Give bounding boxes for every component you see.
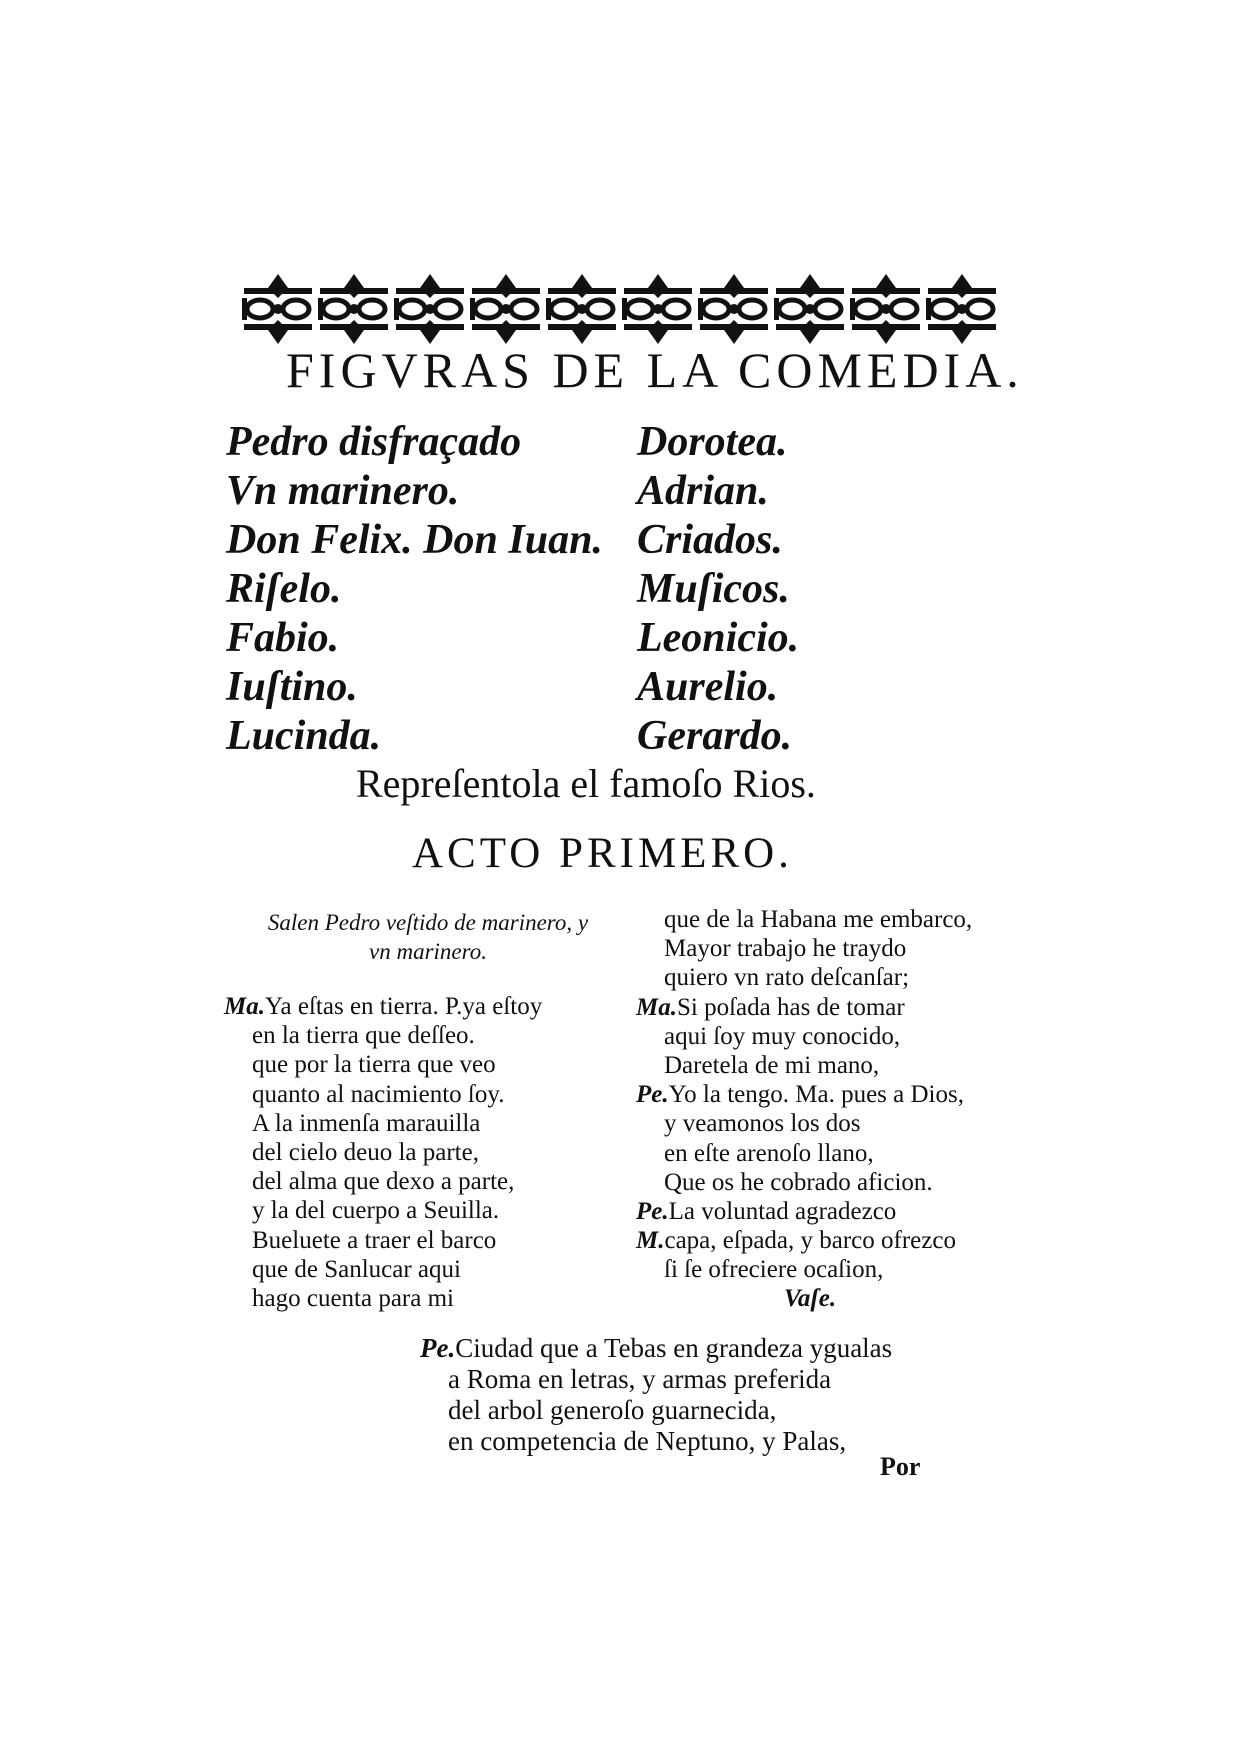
verse-text: del arbol generoſo guarnecida,: [448, 1395, 777, 1425]
verse-line: [224, 1167, 542, 1196]
verse-text: aqui ſoy muy conocido,: [664, 1022, 901, 1050]
cast-item: Leonicio.: [637, 615, 800, 661]
verse-column-right: [636, 905, 972, 1314]
cast-item: Muſicos.: [637, 566, 790, 612]
verse-text: La voluntad agradezco: [668, 1197, 897, 1225]
verse-line: [636, 934, 972, 963]
verse-line: [636, 905, 972, 934]
stage-direction: [228, 908, 628, 966]
verse-text: que de Sanlucar aqui: [252, 1255, 461, 1283]
verse-line: [224, 1021, 542, 1050]
cast-list-right: [637, 418, 799, 761]
verse-line: [224, 1109, 542, 1138]
cast-item: Fabio.: [226, 615, 340, 661]
verse-line: [224, 992, 542, 1021]
verse-line: [420, 1364, 892, 1395]
verse-text: y veamonos los dos: [664, 1110, 861, 1138]
cast-item: Iuſtino.: [226, 664, 358, 710]
verse-text: quanto al nacimiento ſoy.: [252, 1080, 505, 1108]
verse-line: [636, 1022, 972, 1051]
verse-text: en la tierra que deſſeo.: [252, 1022, 475, 1050]
cast-item: Pedro disfraçado: [226, 419, 522, 465]
catchword: Por: [880, 1452, 921, 1481]
verse-text: capa, eſpada, y barco ofrezco: [664, 1227, 956, 1255]
stage-direction-line: vn marinero.: [369, 939, 487, 964]
sonnet-verse: [420, 1333, 892, 1457]
page-title: FIGVRAS DE LA COMEDIA.: [286, 342, 1024, 398]
verse-line: [636, 963, 972, 992]
verse-text: Si poſada has de tomar: [676, 993, 905, 1021]
verse-line: [224, 1080, 542, 1109]
verse-text: Que os he cobrado aficion.: [664, 1168, 933, 1196]
cast-item: Don Felix. Don Iuan.: [226, 517, 603, 563]
verse-line: [224, 1226, 542, 1255]
verse-text: en competencia de Neptuno, y Palas,: [448, 1426, 847, 1456]
verse-text: Yo la tengo. Ma. pues a Dios,: [668, 1081, 964, 1109]
verse-line: [636, 1109, 972, 1138]
verse-line: [224, 1255, 542, 1284]
speaker-label: M.: [636, 1227, 665, 1255]
verse-line: [224, 1138, 542, 1167]
cast-item: Riſelo.: [226, 566, 342, 612]
exit-direction: Vaſe.: [784, 1285, 837, 1313]
verse-text: y la del cuerpo a Seuilla.: [252, 1197, 500, 1225]
verse-text: que de la Habana me embarco,: [664, 906, 973, 933]
cast-item: Criados.: [637, 517, 783, 563]
speaker-label: Pe.: [420, 1333, 456, 1363]
verse-line: [224, 1196, 542, 1225]
verse-text: Bueluete a traer el barco: [252, 1226, 497, 1254]
cast-item: Dorotea.: [637, 419, 788, 465]
verse-text: hago cuenta para mi: [252, 1284, 454, 1312]
verse-text: del cielo deuo la parte,: [252, 1138, 479, 1166]
verse-line: [224, 1050, 542, 1079]
verse-column-left: [224, 992, 542, 1313]
verse-text: A la inmenſa marauilla: [252, 1109, 481, 1137]
verse-line: [636, 1080, 972, 1109]
verse-line: [636, 1139, 972, 1168]
verse-line: [420, 1395, 892, 1426]
act-heading: ACTO PRIMERO.: [412, 830, 793, 877]
verse-line: [636, 1197, 972, 1226]
verse-text: ſi ſe ofreciere ocaſion,: [664, 1256, 884, 1284]
verse-text: Daretela de mi mano,: [664, 1051, 880, 1079]
stage-direction-line: Salen Pedro veſtido de marinero, y: [267, 910, 589, 935]
verse-text: que por la tierra que veo: [252, 1051, 496, 1079]
cast-item: Aurelio.: [637, 664, 779, 710]
cast-item: Gerardo.: [637, 713, 793, 759]
verse-text: en eſte arenoſo llano,: [664, 1139, 874, 1167]
verse-text: Ya eſtas en tierra. P.ya eſtoy: [264, 993, 543, 1020]
verse-text: a Roma en letras, y armas preferida: [448, 1364, 832, 1394]
verse-text: quiero vn rato deſcanſar;: [664, 964, 910, 992]
verse-line: [636, 1051, 972, 1080]
cast-list-left: [226, 418, 603, 761]
verse-text: del alma que dexo a parte,: [252, 1168, 515, 1196]
verse-text: Mayor trabajo he traydo: [664, 935, 907, 963]
speaker-label: Pe.: [636, 1197, 669, 1225]
speaker-label: Pe.: [636, 1081, 669, 1109]
cast-item: Lucinda.: [226, 713, 382, 759]
decorative-ornament-band: [240, 270, 1000, 348]
verse-text: Ciudad que a Tebas en grandeza ygualas: [455, 1333, 893, 1363]
cast-item: Vn marinero.: [226, 468, 460, 514]
verse-line: [636, 993, 972, 1022]
verse-line: [420, 1333, 892, 1364]
verse-line: [224, 1284, 542, 1313]
performer-line: Repreſentola el famoſo Rios.: [356, 761, 816, 806]
verse-line: [636, 1168, 972, 1197]
cast-item: Adrian.: [637, 468, 769, 514]
verse-line: [636, 1226, 972, 1255]
speaker-label: Ma.: [636, 993, 677, 1021]
speaker-label: Ma.: [224, 993, 265, 1020]
verse-line: [636, 1255, 972, 1284]
verse-line: [420, 1426, 892, 1457]
